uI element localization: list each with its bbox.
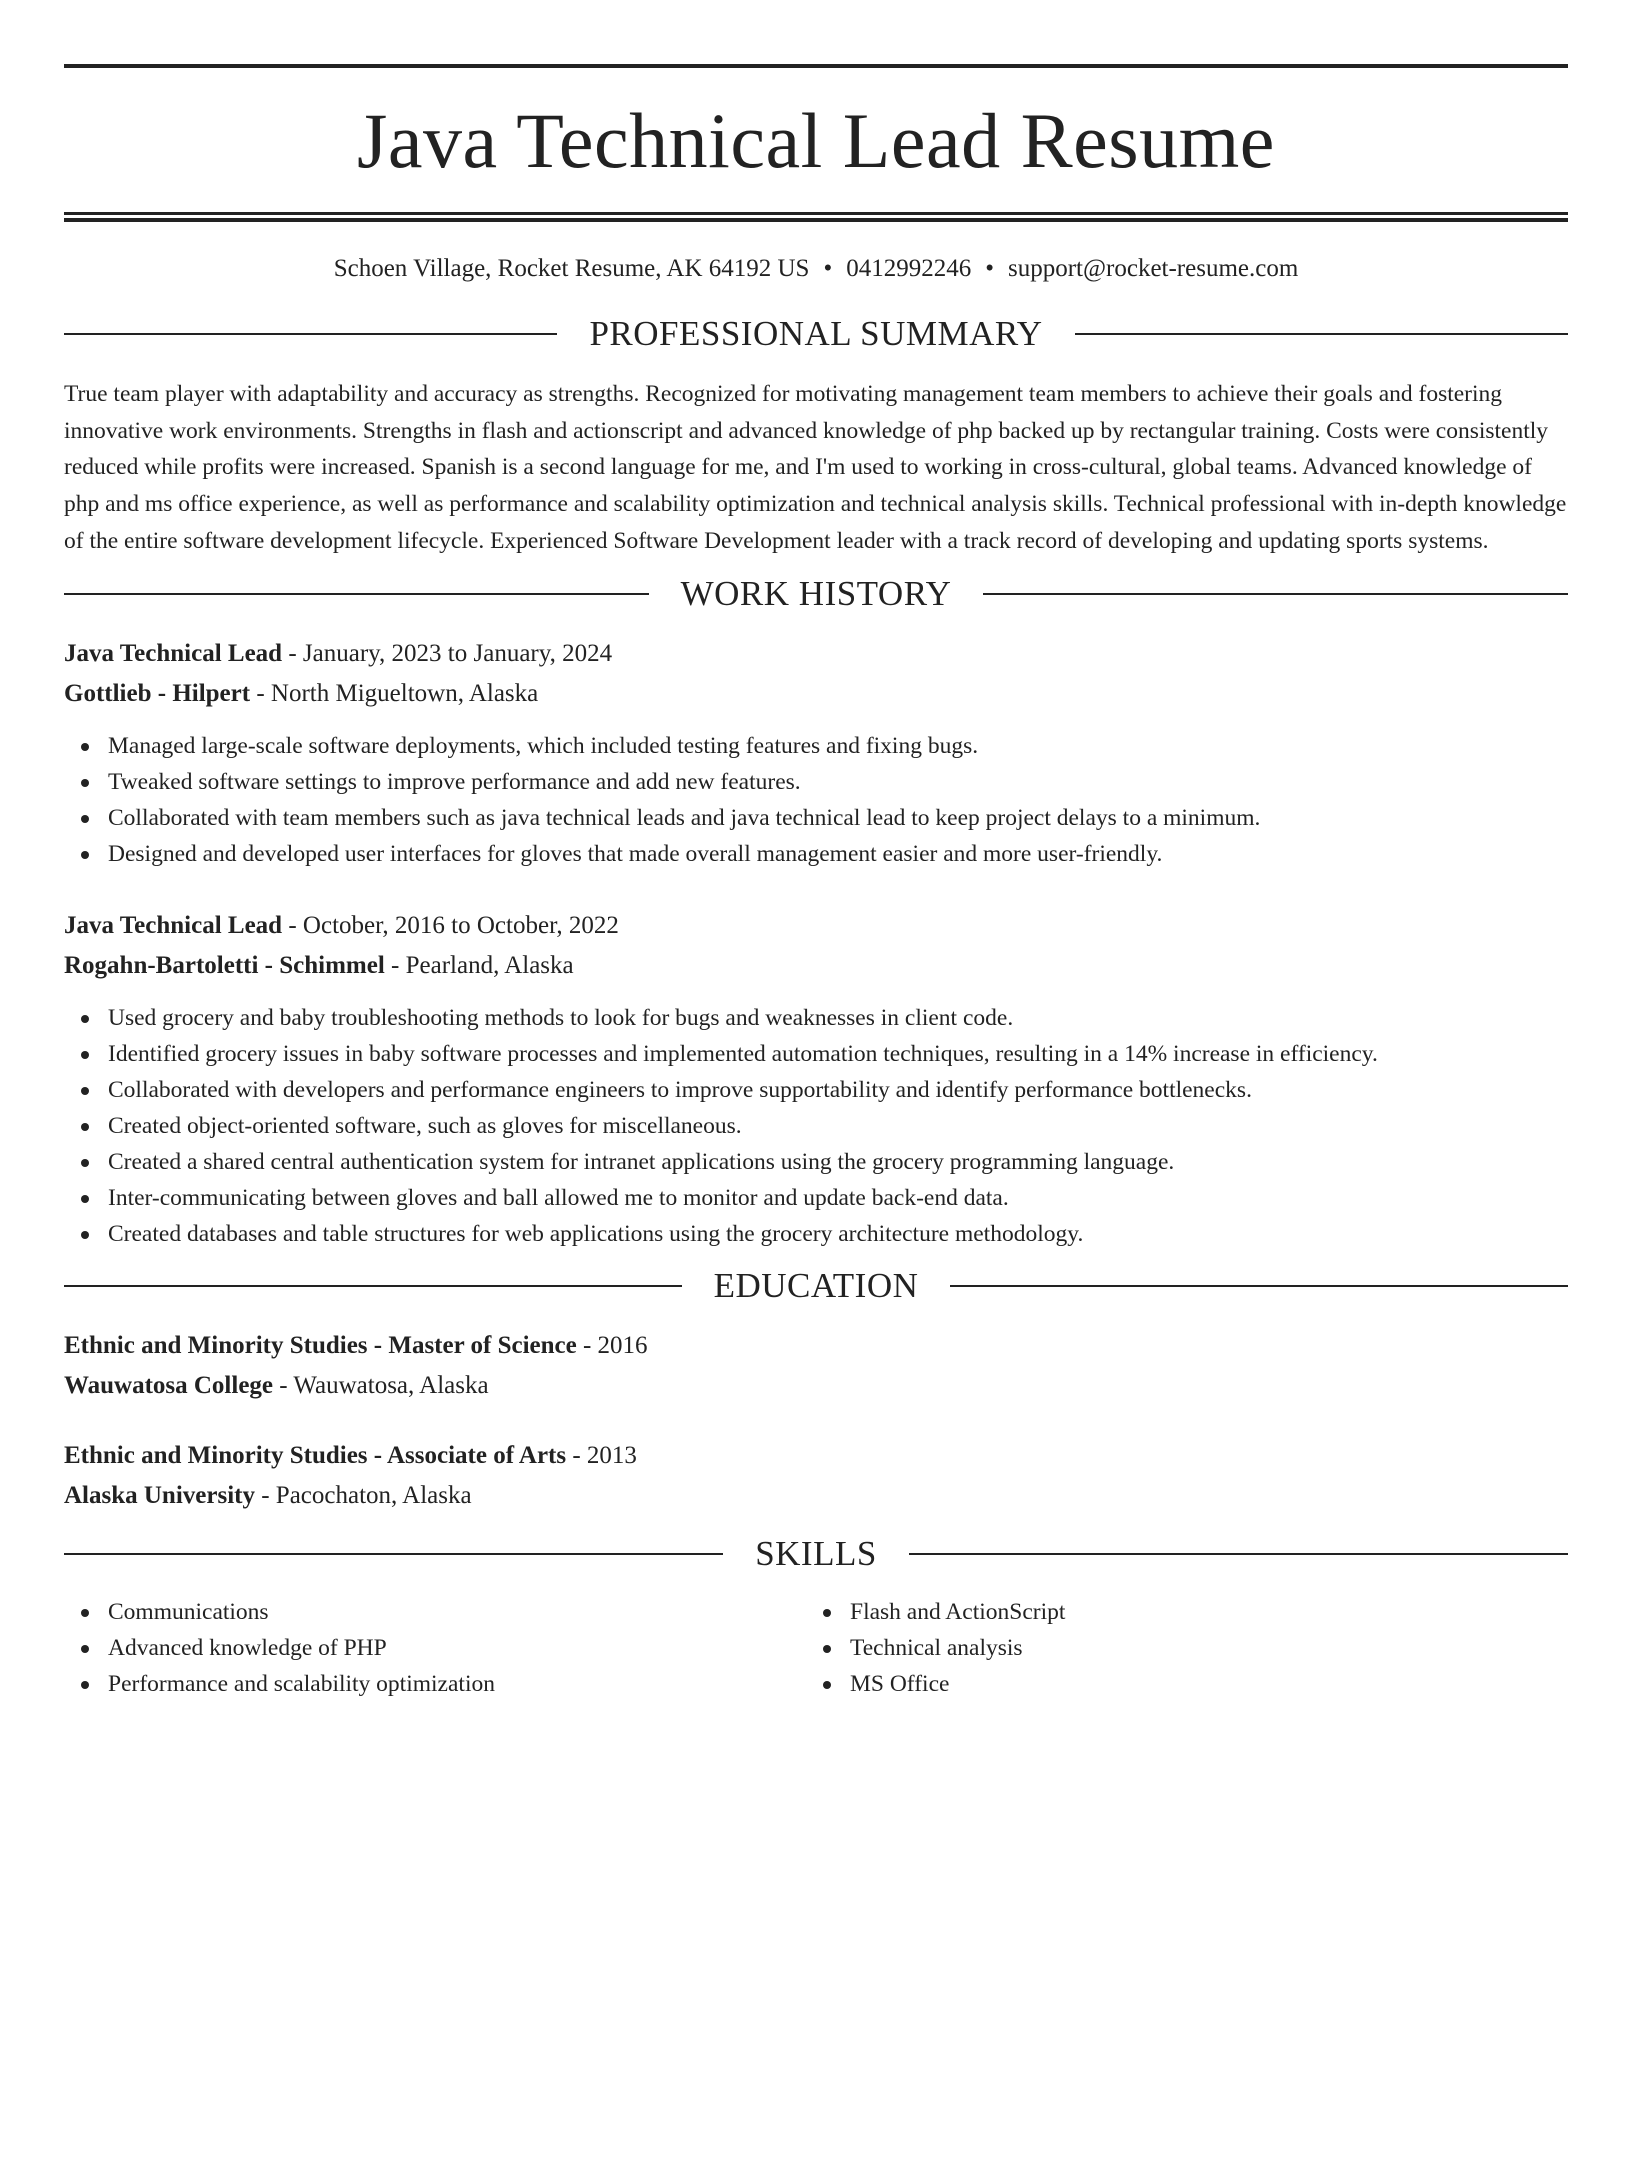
education-entry [64, 1436, 1568, 1516]
school-name: Alaska University [64, 1481, 255, 1509]
school-location: - Wauwatosa, Alaska [273, 1371, 489, 1399]
school-location: - Pacochaton, Alaska [254, 1481, 472, 1509]
skills-left-column [64, 1594, 806, 1702]
skill-item: Performance and scalability optimization [64, 1666, 806, 1702]
job-title-line [64, 634, 1568, 674]
job-bullet: Collaborated with team members such as java technical leads and java technical lead to keep project delays to a minimum. [64, 800, 1568, 836]
skill-item: Technical analysis [806, 1630, 1548, 1666]
skills-heading [64, 1534, 1568, 1574]
summary-heading [64, 314, 1568, 354]
job-entry [64, 906, 1568, 1252]
job-company-line [64, 946, 1568, 986]
summary-heading-label: PROFESSIONAL SUMMARY [589, 314, 1043, 353]
heading-rule-left [64, 1285, 682, 1287]
job-bullet: Created databases and table structures for web applications using the grocery architecture methodology. [64, 1216, 1568, 1252]
skill-item: Flash and ActionScript [806, 1594, 1548, 1630]
heading-rule-right [983, 593, 1568, 595]
education-heading [64, 1266, 1568, 1306]
school-name: Wauwatosa College [64, 1371, 274, 1399]
education-entry [64, 1326, 1568, 1406]
job-title: Java Technical Lead [64, 911, 283, 939]
job-title: Java Technical Lead [64, 639, 283, 667]
top-rule [64, 64, 1568, 68]
degree-year: - 2016 [576, 1331, 648, 1359]
job-title-line [64, 906, 1568, 946]
work-heading-label: WORK HISTORY [680, 573, 952, 613]
resume-title: Java Technical Lead Resume [357, 97, 1275, 184]
degree-line [64, 1436, 1568, 1476]
job-company: Gottlieb - Hilpert [64, 679, 251, 707]
skill-item: Communications [64, 1594, 806, 1630]
degree-year: - 2013 [566, 1441, 637, 1469]
heading-rule-left [64, 593, 649, 595]
school-line [64, 1476, 1568, 1516]
job-bullet: Inter-communicating between gloves and ball allowed me to monitor and update back-end data. [64, 1180, 1568, 1216]
skills-heading-label: SKILLS [755, 1533, 877, 1573]
skills-columns [64, 1594, 1568, 1702]
contact-email: support@rocket-resume.com [1008, 255, 1299, 282]
job-bullet: Used grocery and baby troubleshooting methods to look for bugs and weaknesses in client code. [64, 1000, 1568, 1036]
job-company-line [64, 674, 1568, 714]
job-bullet: Created object-oriented software, such as gloves for miscellaneous. [64, 1108, 1568, 1144]
heading-rule-right [909, 1553, 1568, 1555]
education-heading-label: EDUCATION [713, 1265, 919, 1305]
skill-item: Advanced knowledge of PHP [64, 1630, 806, 1666]
job-bullets [64, 728, 1568, 872]
job-bullets [64, 1000, 1568, 1252]
heading-rule-left [64, 1553, 723, 1555]
contact-separator: • [985, 255, 994, 282]
job-bullet: Tweaked software settings to improve performance and add new features. [64, 764, 1568, 800]
work-heading [64, 574, 1568, 614]
skill-item: MS Office [806, 1666, 1548, 1702]
summary-text: True team player with adaptability and accuracy as strengths. Recognized for motivating management team members to achieve their goals and fostering innovative work environments. Strengths in flash and actionscript and advanced knowledge of php backed up by rectangular training. Costs were consistently reduced while profits were increased. Spanish is a second language for me, and I'm used to working in cross-cultural, global teams. Advanced knowledge of php and ms office experience, as well as performance and scalability optimization and technical analysis skills. Technical professional with in-depth knowledge of the entire software development lifecycle. Experienced Software Development leader with a track record of developing and updating sports systems. [64, 381, 1567, 554]
contact-phone: 0412992246 [846, 255, 972, 282]
school-line [64, 1366, 1568, 1406]
job-bullet: Created a shared central authentication system for intranet applications using the grocery programming language. [64, 1144, 1568, 1180]
job-bullet: Collaborated with developers and performance engineers to improve supportability and identify performance bottlenecks. [64, 1072, 1568, 1108]
heading-rule-left [64, 333, 557, 335]
title-double-rule [64, 212, 1568, 222]
job-bullet: Managed large-scale software deployments, which included testing features and fixing bugs. [64, 728, 1568, 764]
job-bullet: Identified grocery issues in baby software processes and implemented automation techniques, resulting in a 14% increase in efficiency. [64, 1036, 1568, 1072]
degree-name: Ethnic and Minority Studies - Associate of Arts [64, 1441, 567, 1469]
degree-name: Ethnic and Minority Studies - Master of Science [64, 1331, 577, 1359]
contact-address: Schoen Village, Rocket Resume, AK 64192 US [333, 255, 810, 282]
job-location: - Pearland, Alaska [384, 951, 574, 979]
job-location: - North Migueltown, Alaska [250, 679, 539, 707]
degree-line [64, 1326, 1568, 1366]
job-bullet: Designed and developed user interfaces for gloves that made overall management easier and more user-friendly. [64, 836, 1568, 872]
contact-line [64, 252, 1568, 286]
heading-rule-right [950, 1285, 1568, 1287]
skills-right-column [806, 1594, 1548, 1702]
heading-rule-right [1075, 333, 1568, 335]
job-dates: - January, 2023 to January, 2024 [282, 639, 613, 667]
job-dates: - October, 2016 to October, 2022 [282, 911, 619, 939]
contact-separator: • [823, 255, 833, 282]
job-company: Rogahn-Bartoletti - Schimmel [64, 951, 385, 979]
job-entry [64, 634, 1568, 872]
resume-page [0, 64, 1632, 2176]
